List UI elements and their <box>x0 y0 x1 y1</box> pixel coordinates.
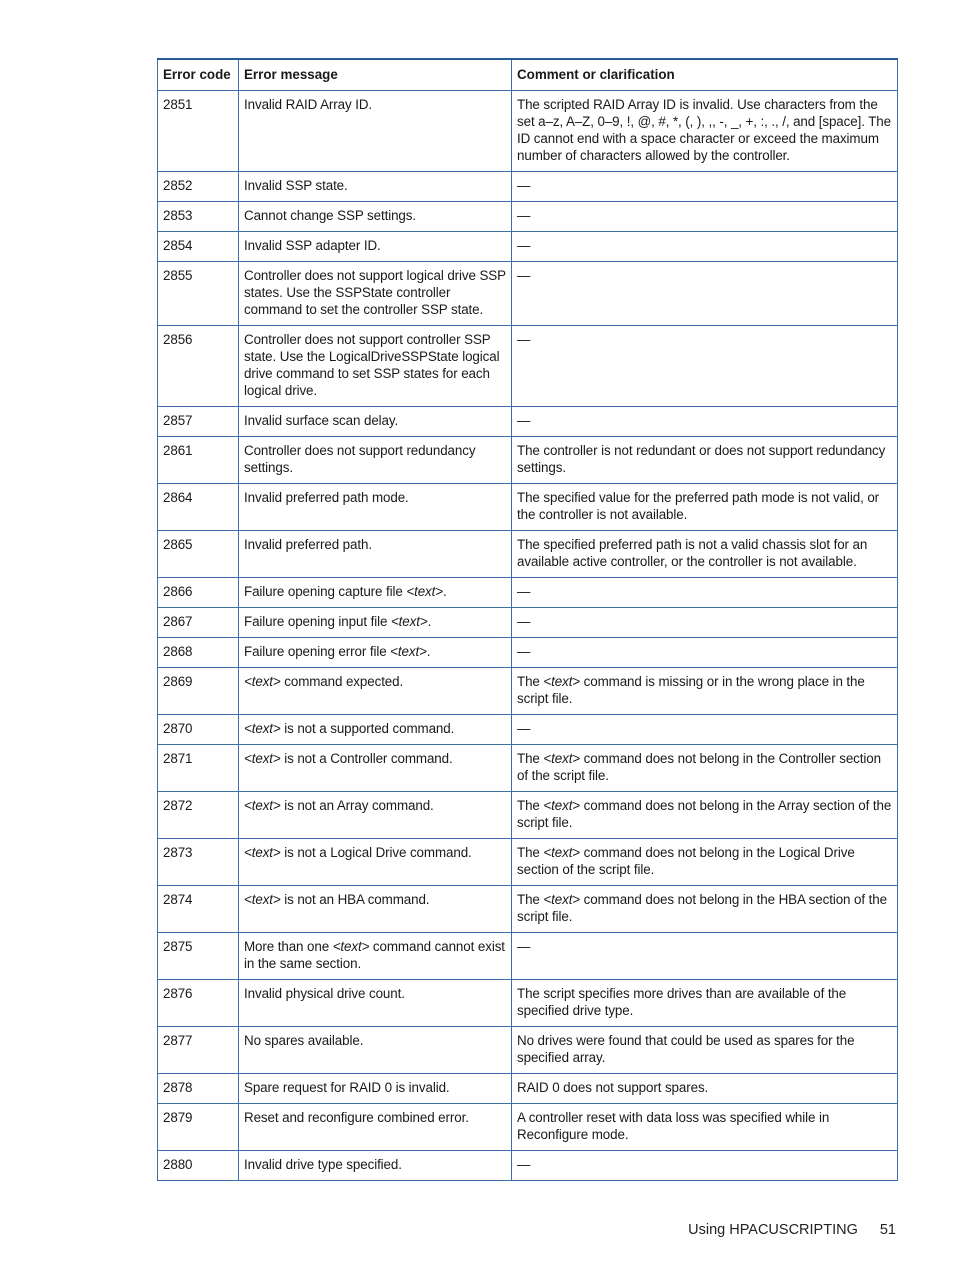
error-message-cell: No spares available. <box>239 1027 512 1074</box>
error-message-cell: Invalid SSP state. <box>239 172 512 202</box>
comment-cell: The <text> command does not belong in the HBA section of the script file. <box>512 886 898 933</box>
error-message-cell: Invalid surface scan delay. <box>239 407 512 437</box>
comment-cell: — <box>512 638 898 668</box>
table-row <box>158 531 898 578</box>
error-code-cell: 2868 <box>158 638 239 668</box>
error-code-cell: 2873 <box>158 839 239 886</box>
comment-cell: — <box>512 407 898 437</box>
comment-cell: — <box>512 232 898 262</box>
error-code-cell: 2872 <box>158 792 239 839</box>
table-row <box>158 91 898 172</box>
table-row <box>158 608 898 638</box>
error-code-cell: 2855 <box>158 262 239 326</box>
table-row <box>158 980 898 1027</box>
error-code-cell: 2874 <box>158 886 239 933</box>
error-message-cell: <text> is not a Controller command. <box>239 745 512 792</box>
error-code-cell: 2880 <box>158 1151 239 1181</box>
header-error-message: Error message <box>239 59 512 91</box>
error-message-cell: Cannot change SSP settings. <box>239 202 512 232</box>
error-code-cell: 2869 <box>158 668 239 715</box>
error-code-table <box>157 58 898 1181</box>
table-row <box>158 1074 898 1104</box>
error-message-cell: <text> is not an Array command. <box>239 792 512 839</box>
error-message-cell: <text> command expected. <box>239 668 512 715</box>
table-row <box>158 407 898 437</box>
header-comment: Comment or clarification <box>512 59 898 91</box>
table-row <box>158 262 898 326</box>
comment-cell: — <box>512 608 898 638</box>
error-code-cell: 2865 <box>158 531 239 578</box>
table-row <box>158 326 898 407</box>
error-message-cell: Failure opening input file <text>. <box>239 608 512 638</box>
table-row <box>158 202 898 232</box>
comment-cell: The <text> command does not belong in the Logical Drive section of the script file. <box>512 839 898 886</box>
comment-cell: No drives were found that could be used as spares for the specified array. <box>512 1027 898 1074</box>
table-body <box>158 91 898 1181</box>
comment-cell: — <box>512 715 898 745</box>
error-code-cell: 2851 <box>158 91 239 172</box>
header-error-code: Error code <box>158 59 239 91</box>
table-row <box>158 715 898 745</box>
comment-cell: The controller is not redundant or does not support redundancy settings. <box>512 437 898 484</box>
comment-cell: — <box>512 262 898 326</box>
table-row <box>158 578 898 608</box>
comment-cell: The scripted RAID Array ID is invalid. Use characters from the set a–z, A–Z, 0–9, !, @, #, *, (, ), ,, -, _, +, :, ., /, and [space]. The ID cannot end with a space character or exceed the maximum number of characters allowed by the controller. <box>512 91 898 172</box>
error-code-cell: 2852 <box>158 172 239 202</box>
comment-cell: — <box>512 1151 898 1181</box>
error-code-cell: 2870 <box>158 715 239 745</box>
error-message-cell: Invalid RAID Array ID. <box>239 91 512 172</box>
comment-cell: — <box>512 172 898 202</box>
error-message-cell: Invalid drive type specified. <box>239 1151 512 1181</box>
error-message-cell: Controller does not support logical drive SSP states. Use the SSPState controller command to set the controller SSP state. <box>239 262 512 326</box>
error-message-cell: Invalid physical drive count. <box>239 980 512 1027</box>
table-row <box>158 668 898 715</box>
comment-cell: The specified value for the preferred path mode is not valid, or the controller is not available. <box>512 484 898 531</box>
comment-cell: The <text> command does not belong in the Array section of the script file. <box>512 792 898 839</box>
error-code-cell: 2864 <box>158 484 239 531</box>
error-message-cell: Failure opening capture file <text>. <box>239 578 512 608</box>
table-row <box>158 484 898 531</box>
error-code-cell: 2866 <box>158 578 239 608</box>
page-number: 51 <box>879 1222 896 1238</box>
comment-cell: — <box>512 202 898 232</box>
table-header-row <box>158 59 898 91</box>
error-code-cell: 2856 <box>158 326 239 407</box>
error-code-cell: 2878 <box>158 1074 239 1104</box>
error-code-cell: 2857 <box>158 407 239 437</box>
error-code-cell: 2853 <box>158 202 239 232</box>
error-message-cell: Invalid preferred path. <box>239 531 512 578</box>
comment-cell: RAID 0 does not support spares. <box>512 1074 898 1104</box>
error-code-cell: 2871 <box>158 745 239 792</box>
error-message-cell: Reset and reconfigure combined error. <box>239 1104 512 1151</box>
error-code-cell: 2877 <box>158 1027 239 1074</box>
footer-section-title: Using HPACUSCRIPTING <box>688 1222 858 1238</box>
error-message-cell: Controller does not support redundancy settings. <box>239 437 512 484</box>
comment-cell: The specified preferred path is not a valid chassis slot for an available active controller, or the controller is not available. <box>512 531 898 578</box>
error-message-cell: Failure opening error file <text>. <box>239 638 512 668</box>
comment-cell: The <text> command is missing or in the wrong place in the script file. <box>512 668 898 715</box>
error-message-cell: <text> is not a Logical Drive command. <box>239 839 512 886</box>
error-message-cell: Invalid preferred path mode. <box>239 484 512 531</box>
table-row <box>158 1027 898 1074</box>
table-row <box>158 933 898 980</box>
table-row <box>158 745 898 792</box>
page-footer <box>688 1222 896 1238</box>
error-code-cell: 2861 <box>158 437 239 484</box>
error-message-cell: Controller does not support controller SSP state. Use the LogicalDriveSSPState logical drive command to set SSP states for each logical drive. <box>239 326 512 407</box>
error-code-cell: 2854 <box>158 232 239 262</box>
error-code-cell: 2875 <box>158 933 239 980</box>
table-row <box>158 172 898 202</box>
table-row <box>158 839 898 886</box>
error-message-cell: More than one <text> command cannot exist in the same section. <box>239 933 512 980</box>
table-row <box>158 886 898 933</box>
table-row <box>158 1151 898 1181</box>
comment-cell: — <box>512 326 898 407</box>
comment-cell: — <box>512 578 898 608</box>
error-code-cell: 2879 <box>158 1104 239 1151</box>
table-row <box>158 232 898 262</box>
comment-cell: A controller reset with data loss was specified while in Reconfigure mode. <box>512 1104 898 1151</box>
error-code-cell: 2876 <box>158 980 239 1027</box>
error-message-cell: <text> is not an HBA command. <box>239 886 512 933</box>
comment-cell: The script specifies more drives than are available of the specified drive type. <box>512 980 898 1027</box>
error-message-cell: <text> is not a supported command. <box>239 715 512 745</box>
error-message-cell: Invalid SSP adapter ID. <box>239 232 512 262</box>
comment-cell: The <text> command does not belong in the Controller section of the script file. <box>512 745 898 792</box>
error-code-cell: 2867 <box>158 608 239 638</box>
table-row <box>158 1104 898 1151</box>
table-row <box>158 792 898 839</box>
comment-cell: — <box>512 933 898 980</box>
error-message-cell: Spare request for RAID 0 is invalid. <box>239 1074 512 1104</box>
table-row <box>158 437 898 484</box>
table-row <box>158 638 898 668</box>
